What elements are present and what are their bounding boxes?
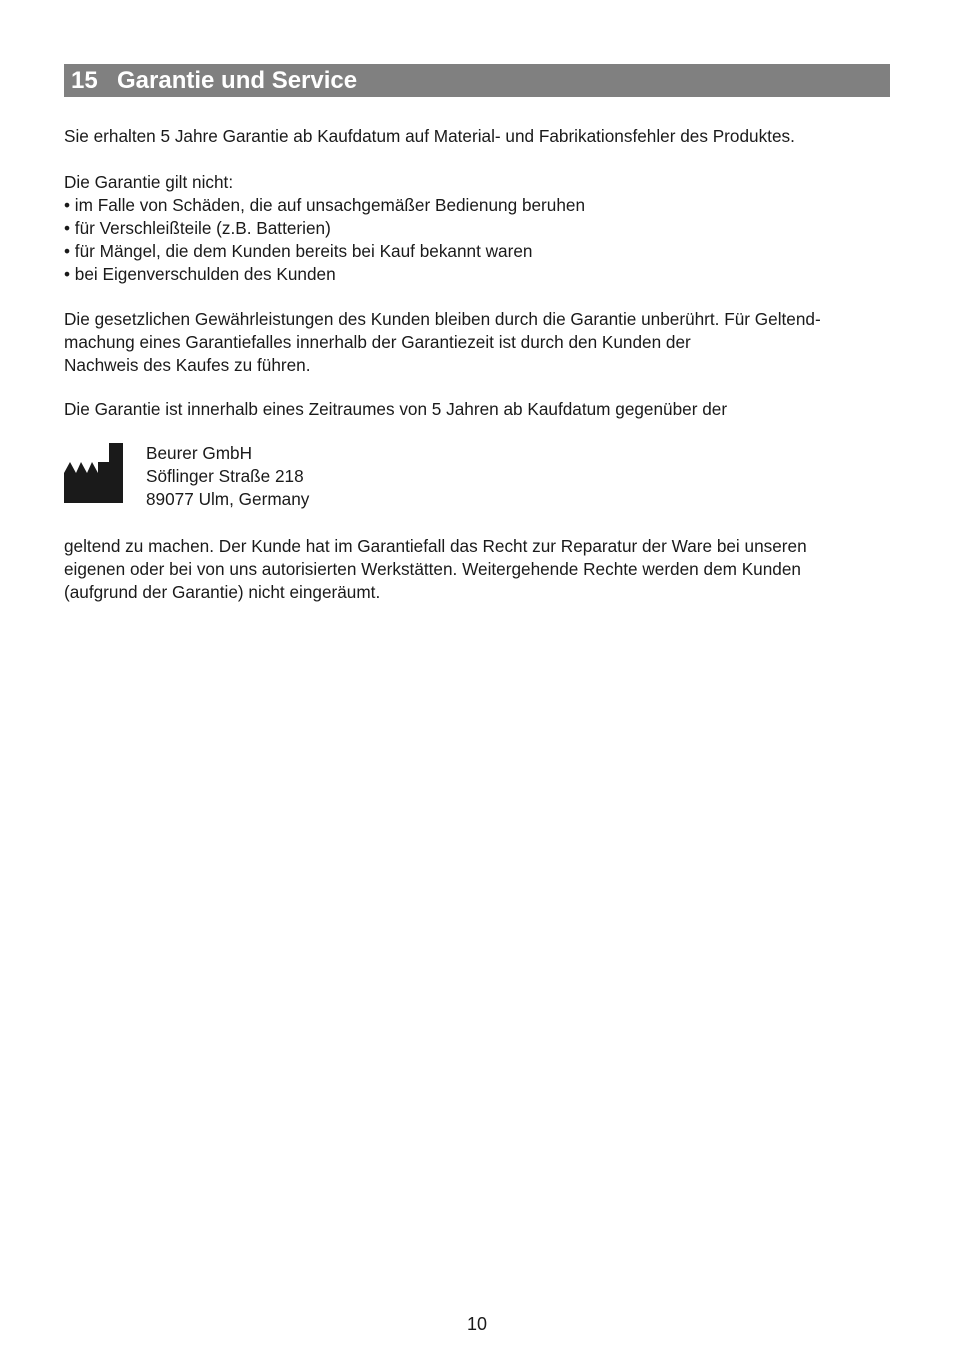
intro-text: Sie erhalten 5 Jahre Garantie ab Kaufdatum auf Material- und Fabrikationsfehler des Produktes. (64, 126, 795, 146)
claim-intro-paragraph (64, 398, 890, 421)
intro-paragraph (64, 125, 890, 148)
manufacturer-city: 89077 Ulm, Germany (146, 489, 310, 509)
section-title: Garantie und Service (117, 67, 358, 94)
section-number: 15 (71, 67, 98, 94)
paragraph-line: Die gesetzlichen Gewährleistungen des Kunden bleiben durch die Garantie unberührt. Für Geltend- (64, 309, 821, 329)
list-item: • bei Eigenverschulden des Kunden (64, 264, 336, 284)
claim-intro-text: Die Garantie ist innerhalb eines Zeitraumes von 5 Jahren ab Kaufdatum gegenüber der (64, 399, 728, 419)
paragraph-line: eigenen oder bei von uns autorisierten Werkstätten. Weitergehende Rechte werden dem Kunden (64, 559, 801, 579)
list-item: • für Verschleißteile (z.B. Batterien) (64, 218, 331, 238)
manufacturer-name: Beurer GmbH (146, 443, 253, 463)
manufacturer-block (64, 442, 464, 512)
list-item: • im Falle von Schäden, die auf unsachgemäßer Bedienung beruhen (64, 195, 586, 215)
paragraph-line: machung eines Garantiefalles innerhalb der Garantiezeit ist durch den Kunden der (64, 332, 691, 352)
claim-rest-paragraph (64, 535, 890, 604)
manufacturer-icon (64, 443, 123, 503)
manufacturer-street: Söflinger Straße 218 (146, 466, 304, 486)
list-item: • für Mängel, die dem Kunden bereits bei Kauf bekannt waren (64, 241, 533, 261)
paragraph-line: Nachweis des Kaufes zu führen. (64, 355, 311, 375)
statutory-paragraph (64, 308, 890, 377)
section-header (64, 64, 890, 97)
page-number: 10 (466, 1314, 488, 1334)
exclusions-section (64, 171, 890, 286)
exclusions-heading: Die Garantie gilt nicht: (64, 172, 234, 192)
paragraph-line: geltend zu machen. Der Kunde hat im Garantiefall das Recht zur Reparatur der Ware bei unseren (64, 536, 807, 556)
manufacturer-address (146, 442, 309, 511)
paragraph-line: (aufgrund der Garantie) nicht eingeräumt. (64, 582, 381, 602)
